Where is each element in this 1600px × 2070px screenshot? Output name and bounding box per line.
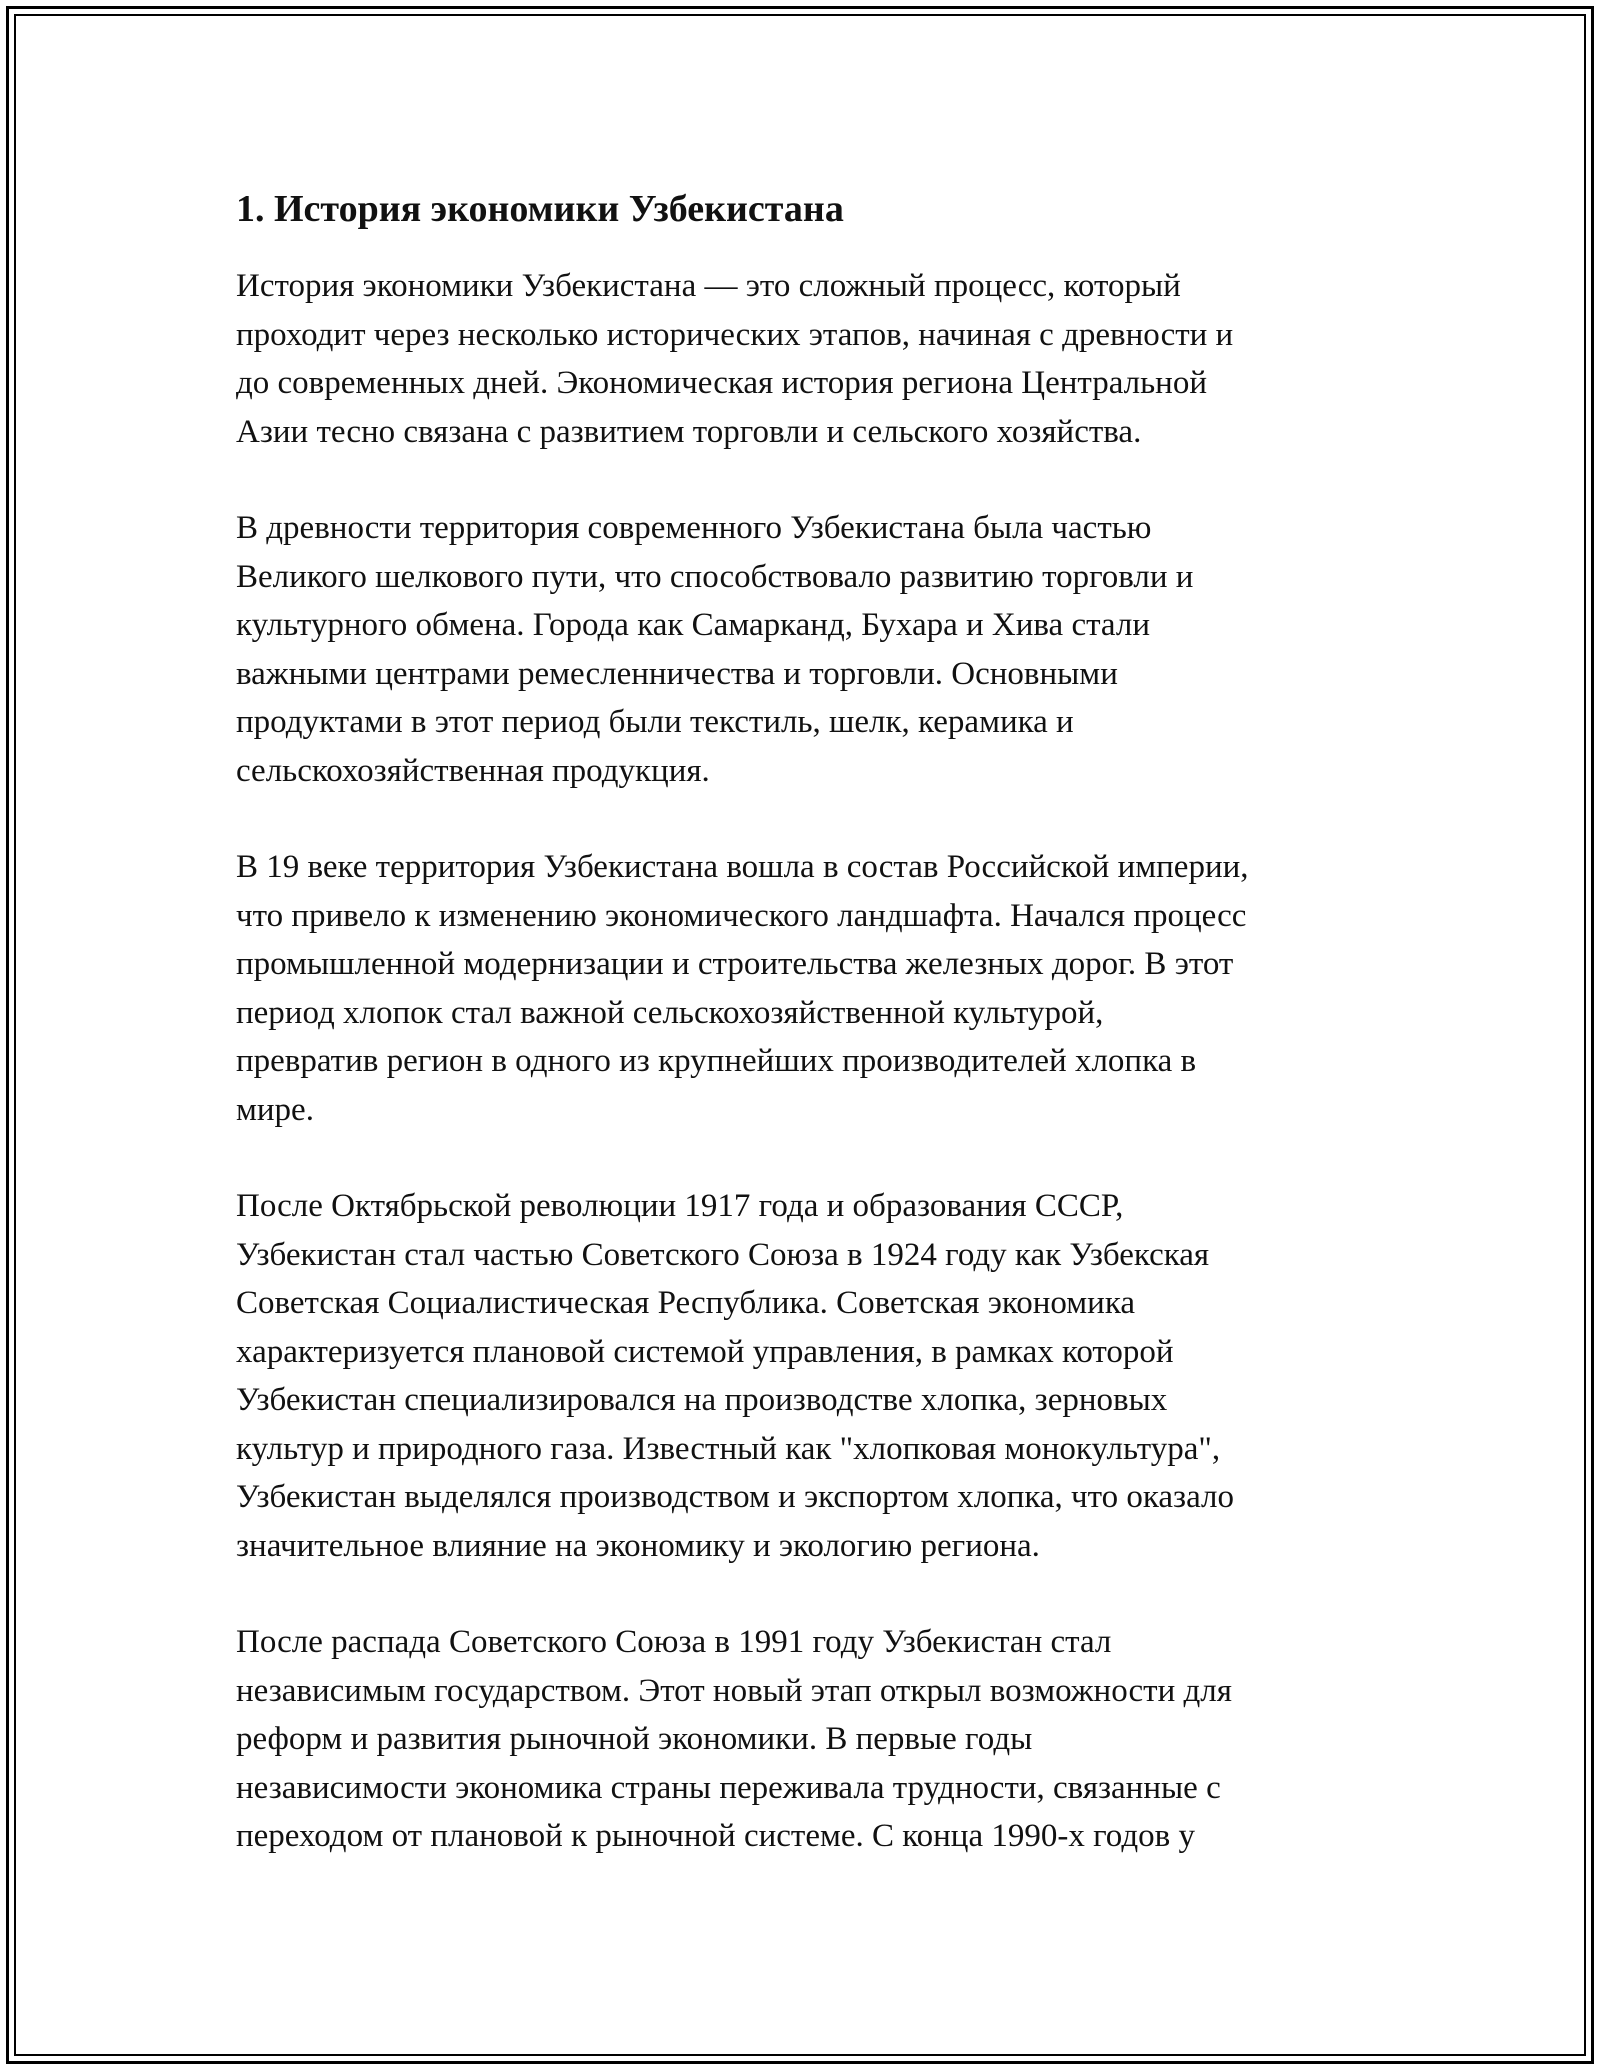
section-heading: 1. История экономики Узбекистана: [236, 188, 844, 230]
paragraph-19th-century: В 19 веке территория Узбекистана вошла в состав Российской империи, что привело к изменению экономического ландшафта. Начался процесс промышленной модернизации и строительства железных дорог. В этот период хлопок стал важной сельскохозяйственной культурой, превратив регион в одного из крупнейших производителей хлопка в мире.: [236, 849, 1249, 1128]
paragraph-soviet-period: После Октябрьской революции 1917 года и образования СССР, Узбекистан стал частью Советского Союза в 1924 году как Узбекская Советская Социалистическая Республика. Советская экономика характеризуется плановой системой управления, в рамках которой Узбекистан специализировался на производстве хлопка, зерновых культур и природного газа. Известный как "хлопковая монокультура", Узбекистан выделялся производством и экспортом хлопка, что оказало значительное влияние на экономику и экологию региона.: [236, 1188, 1234, 1564]
document-body: [236, 186, 1396, 1909]
paragraph-intro: История экономики Узбекистана — это сложный процесс, который проходит через несколько исторических этапов, начиная с древности и до современных дней. Экономическая история региона Центральной Азии тесно связана с развитием торговли и сельского хозяйства.: [236, 268, 1234, 450]
paragraph-ancient-period: В древности территория современного Узбекистана была частью Великого шелкового пути, что способствовало развитию торговли и культурного обмена. Города как Самарканд, Бухара и Хива стали важными центрами ремесленничества и торговли. Основными продуктами в этот период были текстиль, шелк, керамика и сельскохозяйственная продукция.: [236, 510, 1194, 789]
paragraph-independence: После распада Советского Союза в 1991 году Узбекистан стал независимым государством. Этот новый этап открыл возможности для реформ и развития рыночной экономики. В первые годы независимости экономика страны переживала трудности, связанные с переходом от плановой к рыночной системе. С конца 1990-х годов у: [236, 1624, 1232, 1854]
